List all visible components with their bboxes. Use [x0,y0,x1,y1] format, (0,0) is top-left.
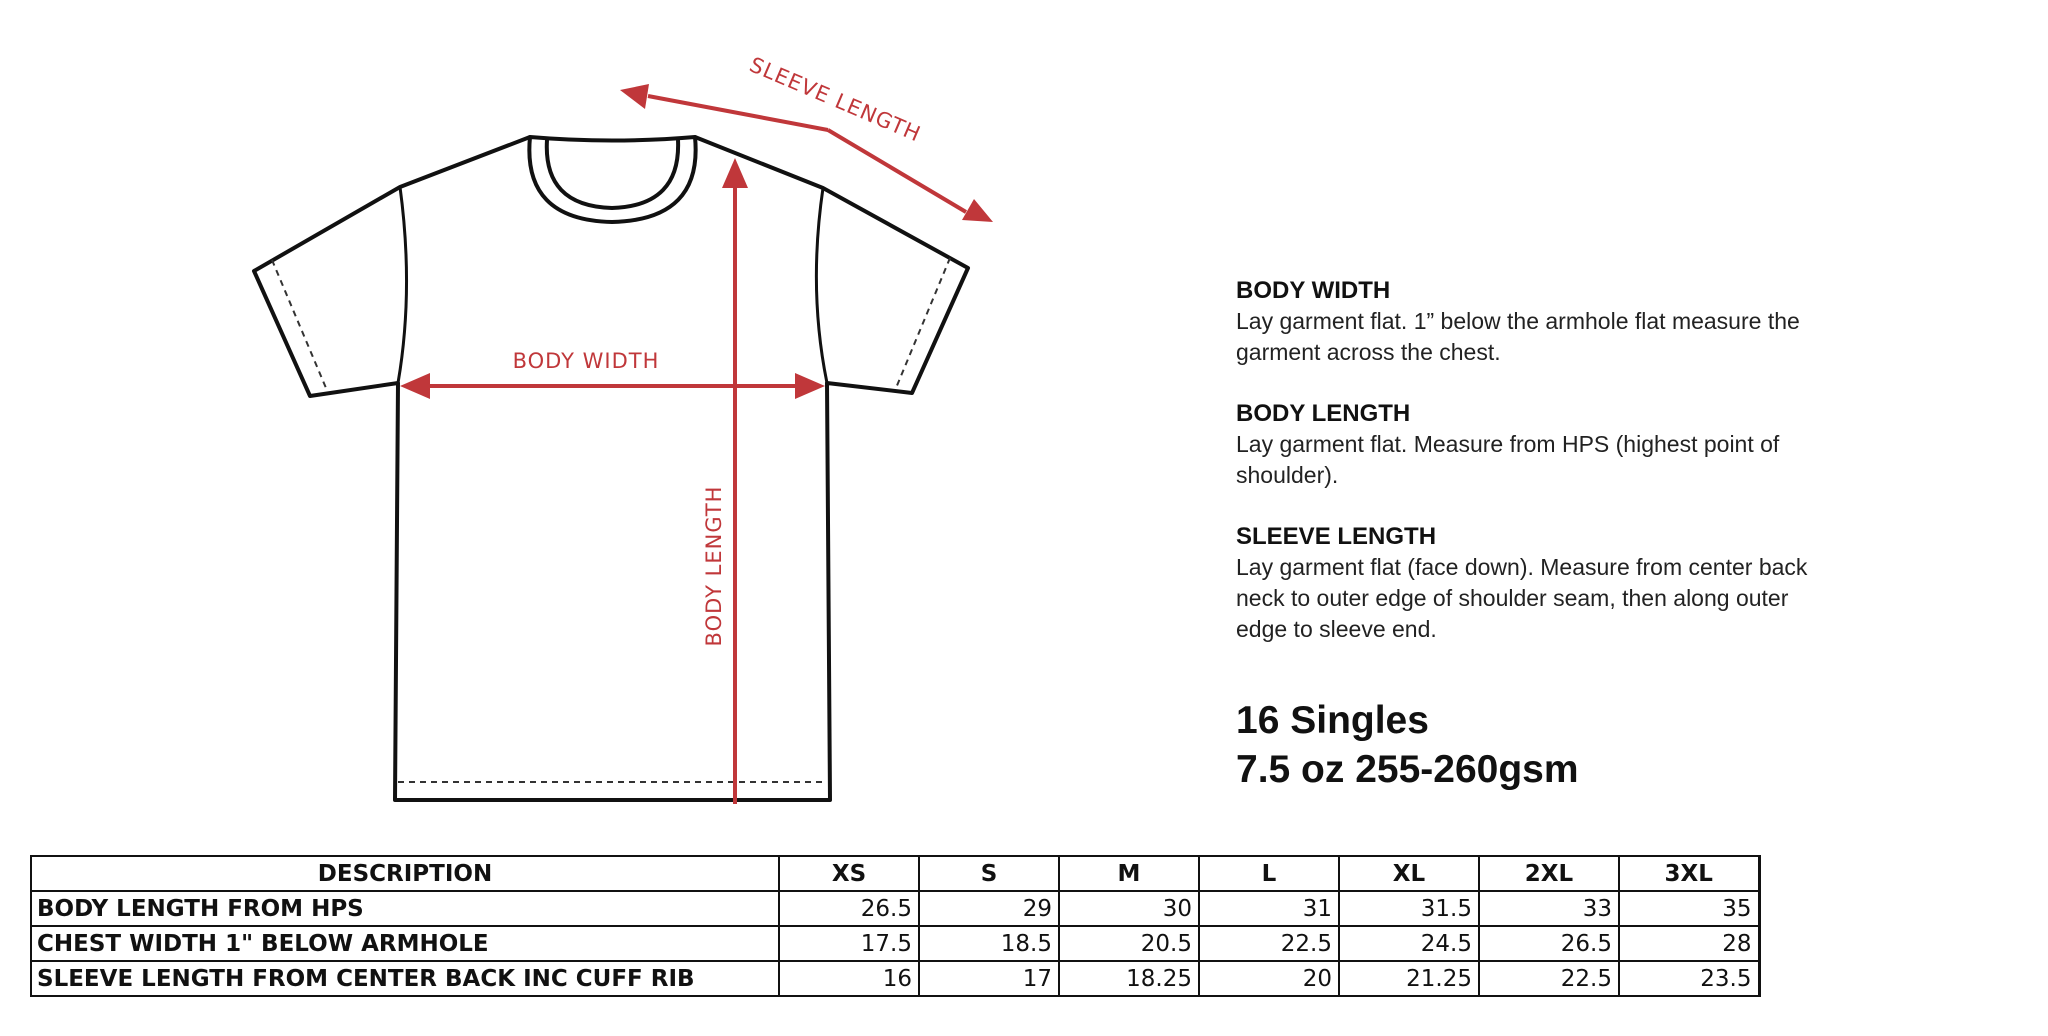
note-line: neck to outer edge of shoulder seam, then along outer [1236,585,1789,611]
fabric-spec-weight: 7.5 oz 255-260gsm [1236,748,1579,791]
table-header-row [31,856,1759,891]
table-cell: 30 [1059,891,1199,926]
header-size: XL [1339,856,1479,891]
table-cell: 20 [1199,961,1339,996]
table-cell: 17.5 [779,926,919,961]
table-cell: 22.5 [1199,926,1339,961]
table-row [31,961,1759,996]
table-cell: 17 [919,961,1059,996]
table-cell: 28 [1619,926,1759,961]
table-cell: 22.5 [1479,961,1619,996]
header-size: 2XL [1479,856,1619,891]
note-line: edge to sleeve end. [1236,616,1437,642]
body-length-label: BODY LENGTH [702,485,726,647]
sleeve-length-label: SLEEVE LENGTH [746,52,925,147]
header-size: M [1059,856,1199,891]
table-cell: 29 [919,891,1059,926]
measurement-instructions [1236,276,1936,676]
tshirt-outline [254,137,968,800]
note-body-width [1236,276,1936,368]
note-line: garment across the chest. [1236,339,1501,365]
table-cell: 33 [1479,891,1619,926]
note-line: Lay garment flat. Measure from HPS (highest point of [1236,431,1780,457]
table-cell: 16 [779,961,919,996]
note-title: BODY WIDTH [1236,277,1391,304]
row-label: BODY LENGTH FROM HPS [31,891,779,926]
table-cell: 20.5 [1059,926,1199,961]
table-cell: 26.5 [1479,926,1619,961]
note-line: Lay garment flat. 1” below the armhole flat measure the [1236,308,1800,334]
body-width-label: BODY WIDTH [512,349,660,373]
table-cell: 26.5 [779,891,919,926]
body-length-arrow [722,158,748,804]
table-cell: 31.5 [1339,891,1479,926]
table-cell: 18.5 [919,926,1059,961]
table-cell: 31 [1199,891,1339,926]
note-sleeve-length [1236,522,1936,645]
tshirt-stitching [272,258,950,782]
note-line: Lay garment flat (face down). Measure from center back [1236,554,1808,580]
size-chart-table [30,855,1761,997]
header-size: L [1199,856,1339,891]
note-line: shoulder). [1236,462,1339,488]
row-label: SLEEVE LENGTH FROM CENTER BACK INC CUFF RIB [31,961,779,996]
header-description: DESCRIPTION [31,856,779,891]
header-size: 3XL [1619,856,1759,891]
fabric-spec-singles: 16 Singles [1236,699,1429,742]
table-row [31,891,1759,926]
body-width-arrow [400,373,825,399]
table-cell: 24.5 [1339,926,1479,961]
note-title: BODY LENGTH [1236,400,1411,427]
fabric-spec [1236,696,1579,794]
table-cell: 35 [1619,891,1759,926]
note-title: SLEEVE LENGTH [1236,523,1437,550]
header-size: XS [779,856,919,891]
note-body-length [1236,399,1936,491]
table-row [31,926,1759,961]
table-cell: 21.25 [1339,961,1479,996]
row-label: CHEST WIDTH 1" BELOW ARMHOLE [31,926,779,961]
table-cell: 23.5 [1619,961,1759,996]
table-cell: 18.25 [1059,961,1199,996]
header-size: S [919,856,1059,891]
